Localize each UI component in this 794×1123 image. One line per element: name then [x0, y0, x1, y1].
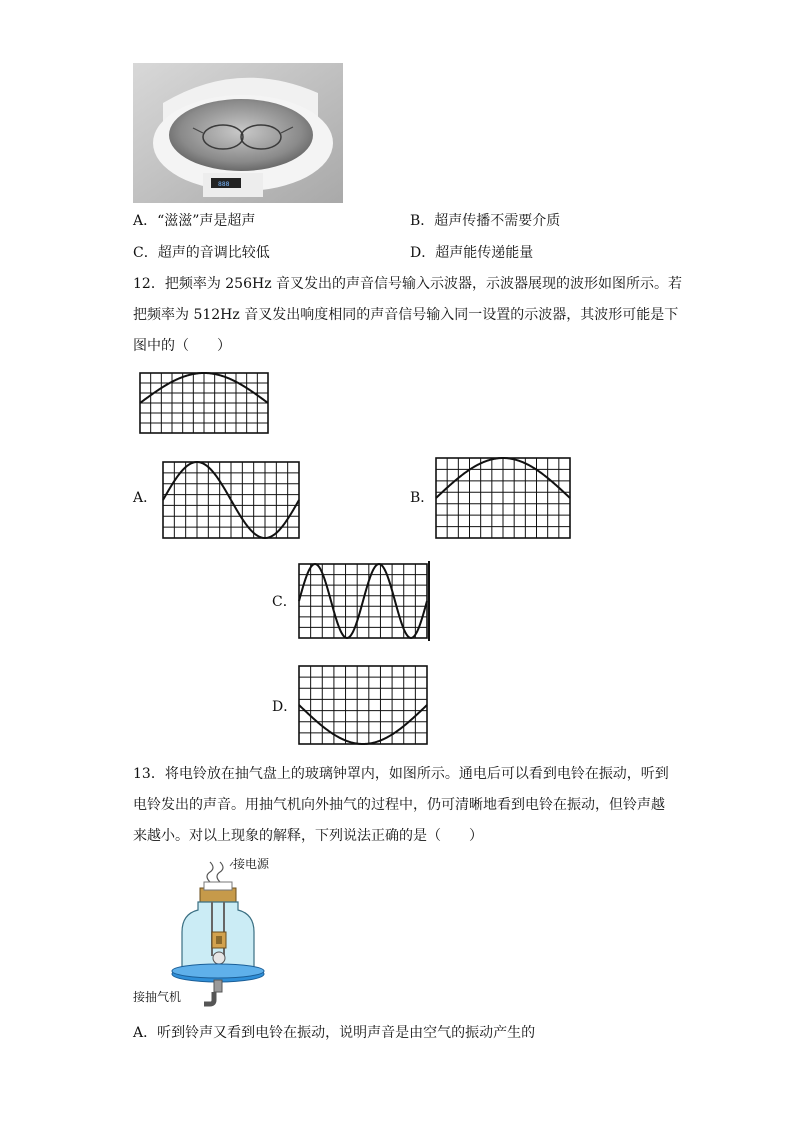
option-c-label: C．	[272, 594, 297, 610]
oscilloscope-option-a	[160, 459, 302, 541]
vacuum-pump-label: 接抽气机	[133, 990, 182, 1004]
reference-oscilloscope	[137, 370, 271, 436]
question-13-line-1: 13．将电铃放在抽气盘上的玻璃钟罩内，如图所示。通电后可以看到电铃在振动，听到	[133, 766, 669, 782]
question-13-line-2: 电铃发出的声音。用抽气机向外抽气的过程中，仍可清晰地看到电铃在振动，但铃声越	[133, 797, 665, 813]
question-12-line-3: 图中的（ ）	[133, 338, 231, 354]
question-12-line-1: 12．把频率为 256Hz 音叉发出的声音信号输入示波器，示波器展现的波形如图所示。若	[133, 276, 683, 292]
option-a-label: A．	[133, 490, 158, 506]
option-b-label: B．	[410, 490, 435, 506]
ultrasonic-cleaner-photo	[133, 63, 343, 203]
option-c: C．超声的音调比较低	[133, 245, 270, 261]
option-a: A．“滋滋”声是超声	[133, 213, 256, 229]
oscilloscope-option-c	[296, 561, 430, 641]
oscilloscope-option-b	[433, 455, 573, 541]
oscilloscope-option-d	[296, 663, 430, 747]
option-b: B．超声传播不需要介质	[410, 213, 561, 229]
option-d: D．超声能传递能量	[410, 245, 534, 261]
question-13-option-a: A．听到铃声又看到电铃在振动，说明声音是由空气的振动产生的	[133, 1025, 536, 1041]
svg-text:888: 888	[218, 181, 230, 188]
option-d-label: D．	[272, 699, 298, 715]
scope-frame	[299, 666, 427, 744]
power-supply-label: 接电源	[233, 857, 270, 871]
question-13-line-3: 来越小。对以上现象的解释，下列说法正确的是（ ）	[133, 828, 483, 844]
question-12-line-2: 把频率为 512Hz 音叉发出响度相同的声音信号输入同一设置的示波器，其波形可能是下	[133, 307, 679, 323]
bell-jar-figure	[130, 852, 290, 1012]
